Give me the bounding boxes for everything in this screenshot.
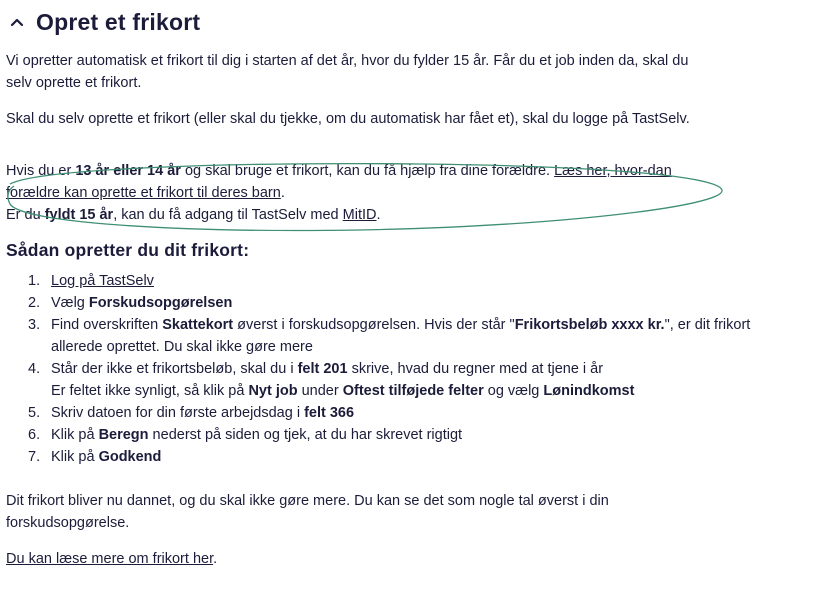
mitid-link[interactable]: MitID (342, 207, 377, 223)
list-item: 5. Skriv datoen for din første arbejdsdag i felt 366 (28, 405, 355, 421)
list-item: 2. Vælg Forskudsopgørelsen (28, 295, 233, 311)
list-item: 6. Klik på Beregn nederst på siden og tjek, at du har skrevet rigtigt (28, 427, 463, 443)
list-item: 7. Klik på Godkend (28, 449, 162, 465)
read-more-paragraph: Du kan læse mere om frikort her. (6, 551, 218, 567)
list-item: 1. Log på TastSelv (28, 273, 154, 289)
section-heading[interactable] (6, 2, 826, 42)
outro-paragraph: Dit frikort bliver nu dannet, og du skal ikke gøre mere. Du kan se det som nogle tal øverst i din forskudsopgørelse. (6, 493, 609, 531)
chevron-up-icon[interactable] (6, 11, 28, 33)
parents-paragraph: Hvis du er 13 år eller 14 år og skal bruge et frikort, kan du få hjælp fra dine forældre. Læs her, hvor-dan forældre kan oprette et frikort til deres barn. Er du fyldt 15 år, kan du få adgang til TastSelv med MitID. (6, 163, 672, 223)
log-on-tastselv-link[interactable]: Log på TastSelv (51, 273, 154, 289)
read-more-link[interactable]: Du kan læse mere om frikort her (6, 551, 214, 567)
intro-paragraph-2: Skal du selv oprette et frikort (eller skal du tjekke, om du automatisk har fået et), skal du logge på TastSelv. (6, 111, 690, 127)
intro-paragraph-1: Vi opretter automatisk et frikort til dig i starten af det år, hvor du fylder 15 år. Får du et job inden da, skal du selv oprette et frikort. (6, 53, 689, 91)
list-item: 3. Find overskriften Skattekort øverst i forskudsopgørelsen. Hvis der står "Frikortsbeløb xxxx kr.", er dit frikort allerede oprettet. Du skal ikke gøre mere (28, 317, 751, 355)
steps-title: Sådan opretter du dit frikort: (6, 240, 250, 260)
list-item: 4. Står der ikke et frikortsbeløb, skal du i felt 201 skrive, hvad du regner med at tjene i år Er feltet ikke synligt, så klik på Nyt job under Oftest tilføjede felter og vælg Lønindkomst (28, 361, 635, 399)
steps-list (6, 270, 826, 468)
frikort-section (6, 0, 826, 570)
section-title: Opret et frikort (36, 8, 201, 35)
parents-help-link[interactable]: Læs her, hvor-dan forældre kan oprette et frikort til deres barn (6, 163, 672, 201)
